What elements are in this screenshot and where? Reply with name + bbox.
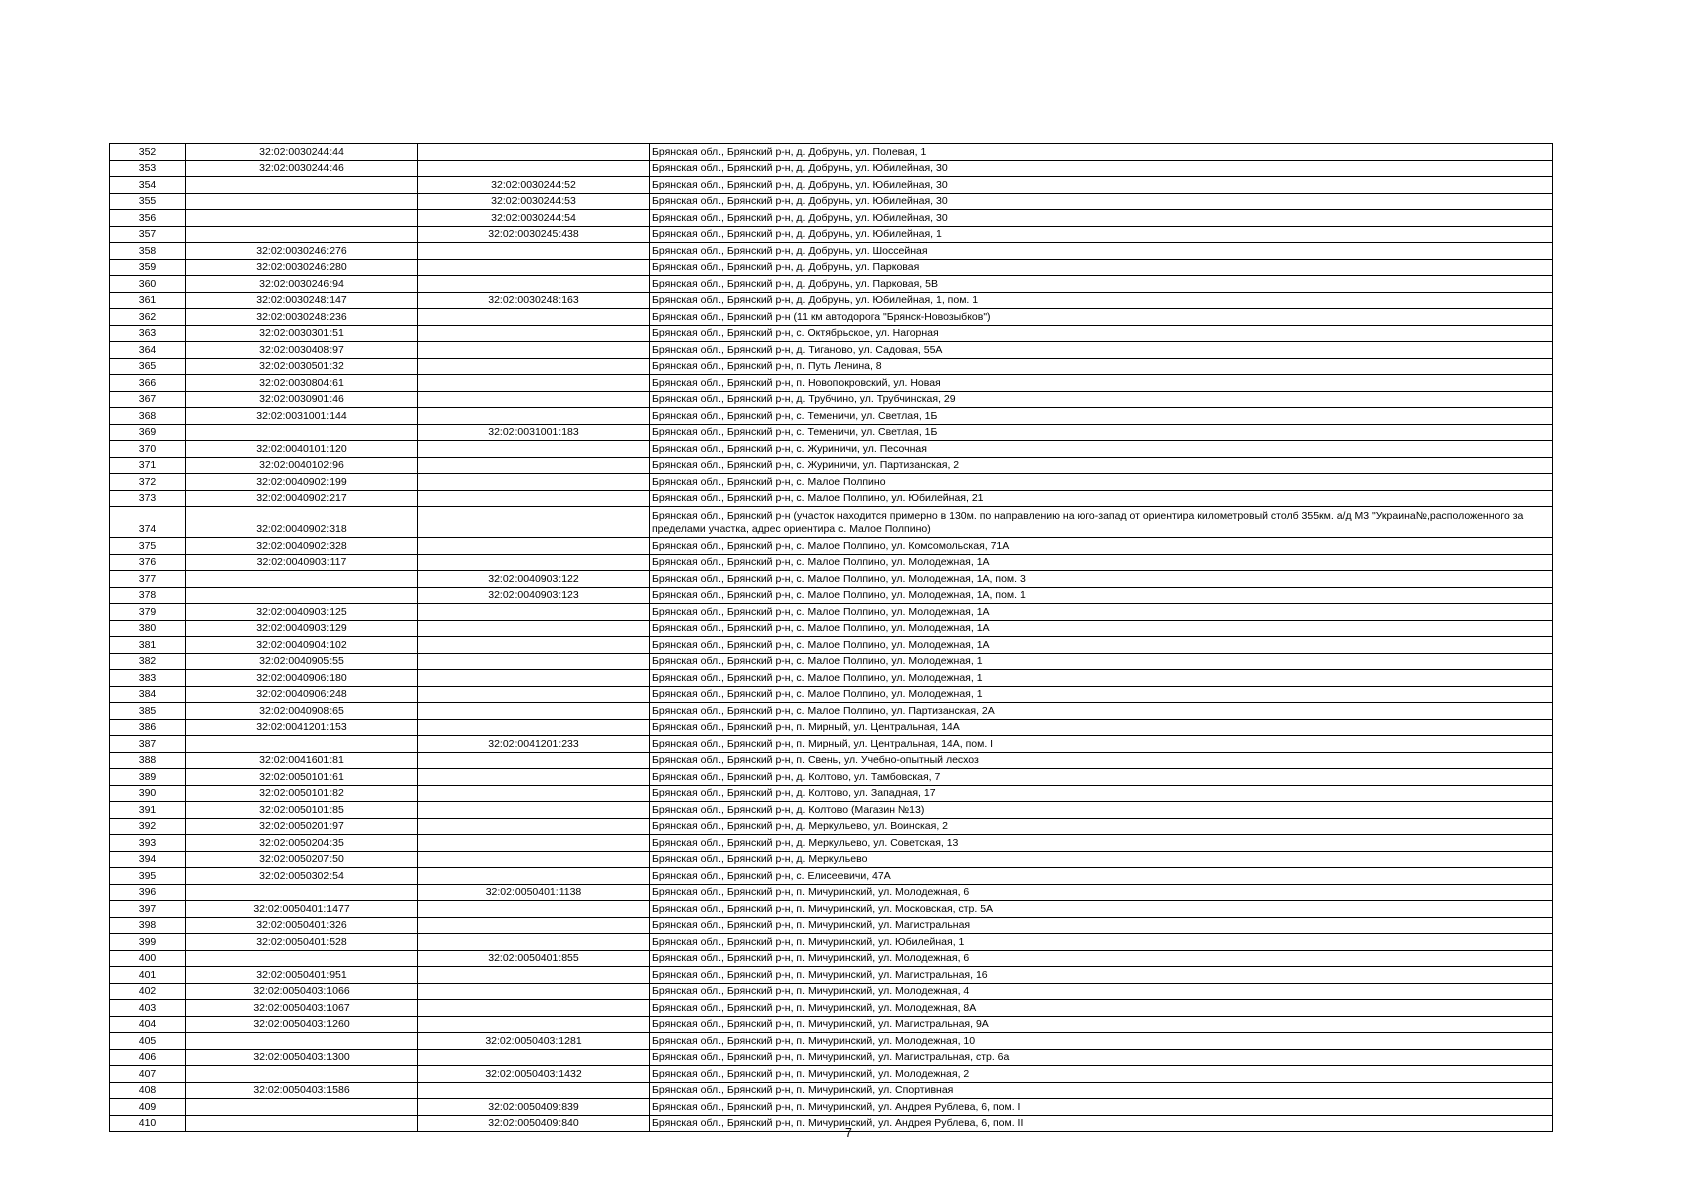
address-cell: Брянская обл., Брянский р-н, с. Малое Полпино, ул. Молодежная, 1А	[650, 604, 1553, 621]
row-number-cell: 362	[110, 309, 186, 326]
table-row	[110, 538, 1553, 555]
row-number-cell: 364	[110, 342, 186, 359]
table-row	[110, 653, 1553, 670]
row-number-cell: 408	[110, 1082, 186, 1099]
table-row	[110, 769, 1553, 786]
address-cell: Брянская обл., Брянский р-н, п. Мичуринский, ул. Магистральная, стр. 6а	[650, 1049, 1553, 1066]
row-number-cell: 391	[110, 802, 186, 819]
address-cell: Брянская обл., Брянский р-н, с. Малое Полпино, ул. Молодежная, 1А	[650, 554, 1553, 571]
table-row	[110, 703, 1553, 720]
row-number-cell: 375	[110, 538, 186, 555]
row-number-cell: 404	[110, 1016, 186, 1033]
row-number-cell: 392	[110, 818, 186, 835]
address-cell: Брянская обл., Брянский р-н, п. Свень, ул. Учебно-опытный лесхоз	[650, 752, 1553, 769]
cadastral-number-cell: 32:02:0040906:248	[186, 686, 418, 703]
cadastral-number-cell	[418, 703, 650, 720]
cadastral-number-cell	[418, 144, 650, 161]
row-number-cell: 396	[110, 884, 186, 901]
table-row	[110, 554, 1553, 571]
cadastral-number-cell	[186, 210, 418, 227]
address-cell: Брянская обл., Брянский р-н (11 км автодорога "Брянск-Новозыбков")	[650, 309, 1553, 326]
row-number-cell: 400	[110, 950, 186, 967]
row-number-cell: 368	[110, 408, 186, 425]
address-cell: Брянская обл., Брянский р-н, п. Новопокровский, ул. Новая	[650, 375, 1553, 392]
cadastral-number-cell: 32:02:0041201:233	[418, 736, 650, 753]
row-number-cell: 378	[110, 587, 186, 604]
cadastral-number-cell	[418, 752, 650, 769]
table-row	[110, 884, 1553, 901]
cadastral-number-cell: 32:02:0030501:32	[186, 358, 418, 375]
address-cell: Брянская обл., Брянский р-н, с. Малое Полпино, ул. Молодежная, 1	[650, 670, 1553, 687]
cadastral-number-cell	[186, 571, 418, 588]
cadastral-number-cell	[418, 670, 650, 687]
cadastral-number-cell	[186, 587, 418, 604]
row-number-cell: 399	[110, 934, 186, 951]
table-row	[110, 358, 1553, 375]
cadastral-number-cell	[418, 802, 650, 819]
address-cell: Брянская обл., Брянский р-н, п. Мирный, ул. Центральная, 14А	[650, 719, 1553, 736]
address-cell: Брянская обл., Брянский р-н, с. Елисеевичи, 47А	[650, 868, 1553, 885]
cadastral-number-cell: 32:02:0040903:129	[186, 620, 418, 637]
cadastral-number-cell	[186, 177, 418, 194]
row-number-cell: 401	[110, 967, 186, 984]
row-number-cell: 374	[110, 507, 186, 538]
cadastral-number-cell: 32:02:0050403:1260	[186, 1016, 418, 1033]
address-cell: Брянская обл., Брянский р-н, д. Колтово, ул. Западная, 17	[650, 785, 1553, 802]
address-cell: Брянская обл., Брянский р-н, с. Малое Полпино, ул. Партизанская, 2А	[650, 703, 1553, 720]
cadastral-number-cell	[418, 538, 650, 555]
address-cell: Брянская обл., Брянский р-н, с. Малое Полпино, ул. Молодежная, 1А	[650, 620, 1553, 637]
row-number-cell: 354	[110, 177, 186, 194]
cadastral-number-cell: 32:02:0050401:855	[418, 950, 650, 967]
row-number-cell: 409	[110, 1099, 186, 1116]
cadastral-number-cell	[418, 243, 650, 260]
row-number-cell: 352	[110, 144, 186, 161]
row-number-cell: 387	[110, 736, 186, 753]
cadastral-number-cell: 32:02:0040902:199	[186, 474, 418, 491]
table-row	[110, 736, 1553, 753]
table-row	[110, 587, 1553, 604]
table-row	[110, 620, 1553, 637]
address-cell: Брянская обл., Брянский р-н, с. Малое Полпино, ул. Молодежная, 1А, пом. 1	[650, 587, 1553, 604]
table-row	[110, 950, 1553, 967]
row-number-cell: 369	[110, 424, 186, 441]
cadastral-number-cell	[418, 934, 650, 951]
cadastral-number-cell	[418, 983, 650, 1000]
row-number-cell: 356	[110, 210, 186, 227]
table-row	[110, 917, 1553, 934]
cadastral-number-cell: 32:02:0050409:839	[418, 1099, 650, 1116]
table-row	[110, 276, 1553, 293]
page-number: 7	[845, 1126, 852, 1140]
cadastral-number-cell	[418, 160, 650, 177]
address-cell: Брянская обл., Брянский р-н, п. Мичуринский, ул. Молодежная, 6	[650, 884, 1553, 901]
address-cell: Брянская обл., Брянский р-н, с. Октябрьское, ул. Нагорная	[650, 325, 1553, 342]
cadastral-number-cell	[418, 620, 650, 637]
cadastral-number-cell: 32:02:0040902:328	[186, 538, 418, 555]
table-row	[110, 571, 1553, 588]
address-cell: Брянская обл., Брянский р-н, д. Добрунь, ул. Шоссейная	[650, 243, 1553, 260]
address-cell: Брянская обл., Брянский р-н, п. Мичуринский, ул. Московская, стр. 5А	[650, 901, 1553, 918]
table-row	[110, 424, 1553, 441]
table-row	[110, 1099, 1553, 1116]
cadastral-number-cell: 32:02:0030248:236	[186, 309, 418, 326]
address-cell: Брянская обл., Брянский р-н, д. Добрунь, ул. Юбилейная, 30	[650, 210, 1553, 227]
cadastral-number-cell	[418, 309, 650, 326]
row-number-cell: 372	[110, 474, 186, 491]
table-row	[110, 259, 1553, 276]
address-cell: Брянская обл., Брянский р-н, п. Мичуринский, ул. Молодежная, 4	[650, 983, 1553, 1000]
cadastral-number-cell: 32:02:0030248:163	[418, 292, 650, 309]
cadastral-number-cell: 32:02:0050409:840	[418, 1115, 650, 1132]
table-row	[110, 193, 1553, 210]
row-number-cell: 395	[110, 868, 186, 885]
row-number-cell: 393	[110, 835, 186, 852]
address-cell: Брянская обл., Брянский р-н, с. Журиничи, ул. Песочная	[650, 441, 1553, 458]
row-number-cell: 367	[110, 391, 186, 408]
row-number-cell: 363	[110, 325, 186, 342]
cadastral-number-cell: 32:02:0050403:1066	[186, 983, 418, 1000]
row-number-cell: 383	[110, 670, 186, 687]
cadastral-number-cell	[418, 835, 650, 852]
cadastral-number-cell	[418, 901, 650, 918]
address-cell: Брянская обл., Брянский р-н, с. Теменичи, ул. Светлая, 1Б	[650, 424, 1553, 441]
address-cell: Брянская обл., Брянский р-н, д. Трубчино, ул. Трубчинская, 29	[650, 391, 1553, 408]
address-cell: Брянская обл., Брянский р-н, с. Малое Полпино, ул. Комсомольская, 71А	[650, 538, 1553, 555]
cadastral-number-cell	[186, 1099, 418, 1116]
cadastral-number-cell	[418, 375, 650, 392]
address-cell: Брянская обл., Брянский р-н, с. Малое Полпино, ул. Юбилейная, 21	[650, 490, 1553, 507]
row-number-cell: 381	[110, 637, 186, 654]
row-number-cell: 359	[110, 259, 186, 276]
address-cell: Брянская обл., Брянский р-н, д. Колтово, ул. Тамбовская, 7	[650, 769, 1553, 786]
cadastral-number-cell	[418, 259, 650, 276]
cadastral-number-cell: 32:02:0030246:94	[186, 276, 418, 293]
cadastral-number-cell: 32:02:0031001:183	[418, 424, 650, 441]
cadastral-number-cell	[418, 441, 650, 458]
cadastral-number-cell: 32:02:0040903:117	[186, 554, 418, 571]
cadastral-number-cell	[418, 637, 650, 654]
table-row	[110, 983, 1553, 1000]
address-cell: Брянская обл., Брянский р-н, п. Мирный, ул. Центральная, 14А, пом. I	[650, 736, 1553, 753]
row-number-cell: 365	[110, 358, 186, 375]
cadastral-number-cell	[418, 851, 650, 868]
row-number-cell: 406	[110, 1049, 186, 1066]
cadastral-number-cell: 32:02:0040908:65	[186, 703, 418, 720]
cadastral-number-cell	[418, 917, 650, 934]
table-row	[110, 1082, 1553, 1099]
row-number-cell: 410	[110, 1115, 186, 1132]
cadastral-number-cell	[186, 1033, 418, 1050]
table-row	[110, 752, 1553, 769]
cadastral-number-cell: 32:02:0040101:120	[186, 441, 418, 458]
cadastral-number-cell	[418, 408, 650, 425]
cadastral-number-cell: 32:02:0050403:1432	[418, 1066, 650, 1083]
cadastral-number-cell	[186, 424, 418, 441]
cadastral-number-cell: 32:02:0050401:326	[186, 917, 418, 934]
cadastral-number-cell	[418, 769, 650, 786]
cadastral-number-cell: 32:02:0030901:46	[186, 391, 418, 408]
row-number-cell: 397	[110, 901, 186, 918]
address-cell: Брянская обл., Брянский р-н, с. Малое Полпино, ул. Молодежная, 1А, пом. 3	[650, 571, 1553, 588]
table-row	[110, 210, 1553, 227]
cadastral-number-cell: 32:02:0050302:54	[186, 868, 418, 885]
table-row	[110, 835, 1553, 852]
table-row	[110, 342, 1553, 359]
cadastral-number-cell	[418, 686, 650, 703]
cadastral-number-cell: 32:02:0030408:97	[186, 342, 418, 359]
table-row	[110, 391, 1553, 408]
address-cell: Брянская обл., Брянский р-н, д. Добрунь, ул. Парковая, 5В	[650, 276, 1553, 293]
table-row	[110, 408, 1553, 425]
cadastral-number-cell	[418, 868, 650, 885]
table-row	[110, 243, 1553, 260]
table-row	[110, 1049, 1553, 1066]
cadastral-number-cell: 32:02:0040905:55	[186, 653, 418, 670]
cadastral-number-cell: 32:02:0030244:52	[418, 177, 650, 194]
row-number-cell: 380	[110, 620, 186, 637]
cadastral-number-cell: 32:02:0040906:180	[186, 670, 418, 687]
address-cell: Брянская обл., Брянский р-н, с. Малое Полпино	[650, 474, 1553, 491]
cadastral-number-cell	[418, 507, 650, 538]
cadastral-number-cell: 32:02:0031001:144	[186, 408, 418, 425]
row-number-cell: 360	[110, 276, 186, 293]
address-cell: Брянская обл., Брянский р-н, с. Журиничи, ул. Партизанская, 2	[650, 457, 1553, 474]
cadastral-number-cell: 32:02:0050207:50	[186, 851, 418, 868]
cadastral-number-cell	[418, 276, 650, 293]
row-number-cell: 376	[110, 554, 186, 571]
table-row	[110, 1066, 1553, 1083]
cadastral-number-cell: 32:02:0050401:528	[186, 934, 418, 951]
cadastral-number-cell	[418, 1000, 650, 1017]
address-cell: Брянская обл., Брянский р-н, д. Добрунь, ул. Парковая	[650, 259, 1553, 276]
cadastral-number-cell: 32:02:0030244:54	[418, 210, 650, 227]
row-number-cell: 382	[110, 653, 186, 670]
address-cell: Брянская обл., Брянский р-н, п. Путь Ленина, 8	[650, 358, 1553, 375]
row-number-cell: 389	[110, 769, 186, 786]
table-row	[110, 226, 1553, 243]
cadastral-number-cell: 32:02:0030246:276	[186, 243, 418, 260]
property-table	[109, 143, 1553, 1132]
cadastral-number-cell: 32:02:0050403:1281	[418, 1033, 650, 1050]
address-cell: Брянская обл., Брянский р-н, п. Мичуринский, ул. Юбилейная, 1	[650, 934, 1553, 951]
cadastral-number-cell: 32:02:0050403:1067	[186, 1000, 418, 1017]
row-number-cell: 353	[110, 160, 186, 177]
cadastral-number-cell	[186, 736, 418, 753]
row-number-cell: 357	[110, 226, 186, 243]
table-row	[110, 967, 1553, 984]
cadastral-number-cell	[418, 474, 650, 491]
cadastral-number-cell: 32:02:0050101:82	[186, 785, 418, 802]
cadastral-number-cell: 32:02:0050201:97	[186, 818, 418, 835]
table-row	[110, 144, 1553, 161]
cadastral-number-cell: 32:02:0030248:147	[186, 292, 418, 309]
cadastral-number-cell	[418, 653, 650, 670]
cadastral-number-cell: 32:02:0050403:1586	[186, 1082, 418, 1099]
table-row	[110, 375, 1553, 392]
address-cell: Брянская обл., Брянский р-н, д. Добрунь, ул. Юбилейная, 30	[650, 160, 1553, 177]
cadastral-number-cell: 32:02:0050401:1477	[186, 901, 418, 918]
table-row	[110, 934, 1553, 951]
address-cell: Брянская обл., Брянский р-н, п. Мичуринский, ул. Молодежная, 6	[650, 950, 1553, 967]
table-row	[110, 309, 1553, 326]
table-row	[110, 1033, 1553, 1050]
row-number-cell: 355	[110, 193, 186, 210]
table-row	[110, 441, 1553, 458]
address-cell: Брянская обл., Брянский р-н, п. Мичуринский, ул. Молодежная, 2	[650, 1066, 1553, 1083]
table-row	[110, 177, 1553, 194]
cadastral-number-cell: 32:02:0030245:438	[418, 226, 650, 243]
address-cell: Брянская обл., Брянский р-н, п. Мичуринский, ул. Молодежная, 8А	[650, 1000, 1553, 1017]
address-cell: Брянская обл., Брянский р-н, п. Мичуринский, ул. Андрея Рублева, 6, пом. I	[650, 1099, 1553, 1116]
table-row	[110, 868, 1553, 885]
row-number-cell: 402	[110, 983, 186, 1000]
cadastral-number-cell: 32:02:0050401:951	[186, 967, 418, 984]
address-cell: Брянская обл., Брянский р-н, с. Теменичи, ул. Светлая, 1Б	[650, 408, 1553, 425]
cadastral-number-cell	[186, 950, 418, 967]
address-cell: Брянская обл., Брянский р-н, п. Мичуринский, ул. Магистральная	[650, 917, 1553, 934]
cadastral-number-cell	[418, 604, 650, 621]
address-cell: Брянская обл., Брянский р-н, д. Добрунь, ул. Юбилейная, 30	[650, 177, 1553, 194]
cadastral-number-cell: 32:02:0050101:85	[186, 802, 418, 819]
cadastral-number-cell: 32:02:0050204:35	[186, 835, 418, 852]
address-cell: Брянская обл., Брянский р-н, с. Малое Полпино, ул. Молодежная, 1А	[650, 637, 1553, 654]
cadastral-number-cell	[418, 785, 650, 802]
row-number-cell: 361	[110, 292, 186, 309]
cadastral-number-cell: 32:02:0040903:125	[186, 604, 418, 621]
table-row	[110, 604, 1553, 621]
table-row	[110, 457, 1553, 474]
cadastral-number-cell	[186, 193, 418, 210]
row-number-cell: 371	[110, 457, 186, 474]
cadastral-number-cell	[418, 1049, 650, 1066]
address-cell: Брянская обл., Брянский р-н, п. Мичуринский, ул. Магистральная, 9А	[650, 1016, 1553, 1033]
cadastral-number-cell: 32:02:0041201:153	[186, 719, 418, 736]
address-cell: Брянская обл., Брянский р-н, д. Меркульево	[650, 851, 1553, 868]
cadastral-number-cell	[418, 342, 650, 359]
table-row	[110, 802, 1553, 819]
table-row	[110, 670, 1553, 687]
row-number-cell: 358	[110, 243, 186, 260]
cadastral-number-cell	[186, 1066, 418, 1083]
row-number-cell: 386	[110, 719, 186, 736]
address-cell: Брянская обл., Брянский р-н (участок находится примерно в 130м. по направлению на юго-запад от ориентира километровый столб 355км. а/д М3 "Украина№,расположенного за пределами участка, адрес ориентира с. Малое Полпино)	[650, 507, 1553, 538]
address-cell: Брянская обл., Брянский р-н, с. Малое Полпино, ул. Молодежная, 1	[650, 653, 1553, 670]
row-number-cell: 405	[110, 1033, 186, 1050]
cadastral-number-cell	[418, 358, 650, 375]
cadastral-number-cell	[418, 1016, 650, 1033]
row-number-cell: 407	[110, 1066, 186, 1083]
table-row	[110, 637, 1553, 654]
cadastral-number-cell: 32:02:0040102:96	[186, 457, 418, 474]
address-cell: Брянская обл., Брянский р-н, д. Меркульево, ул. Воинская, 2	[650, 818, 1553, 835]
table-row	[110, 325, 1553, 342]
row-number-cell: 366	[110, 375, 186, 392]
property-table-body	[110, 144, 1553, 1132]
cadastral-number-cell: 32:02:0041601:81	[186, 752, 418, 769]
table-row	[110, 818, 1553, 835]
table-row	[110, 490, 1553, 507]
address-cell: Брянская обл., Брянский р-н, с. Малое Полпино, ул. Молодежная, 1	[650, 686, 1553, 703]
table-row	[110, 160, 1553, 177]
cadastral-number-cell	[418, 457, 650, 474]
cadastral-number-cell	[418, 490, 650, 507]
row-number-cell: 373	[110, 490, 186, 507]
cadastral-number-cell: 32:02:0040903:123	[418, 587, 650, 604]
table-row	[110, 474, 1553, 491]
address-cell: Брянская обл., Брянский р-н, д. Добрунь, ул. Полевая, 1	[650, 144, 1553, 161]
address-cell: Брянская обл., Брянский р-н, д. Добрунь, ул. Юбилейная, 30	[650, 193, 1553, 210]
address-cell: Брянская обл., Брянский р-н, п. Мичуринский, ул. Спортивная	[650, 1082, 1553, 1099]
cadastral-number-cell: 32:02:0040902:217	[186, 490, 418, 507]
address-cell: Брянская обл., Брянский р-н, п. Мичуринский, ул. Андрея Рублева, 6, пом. II	[650, 1115, 1553, 1132]
table-row	[110, 785, 1553, 802]
address-cell: Брянская обл., Брянский р-н, д. Добрунь, ул. Юбилейная, 1, пом. 1	[650, 292, 1553, 309]
address-cell: Брянская обл., Брянский р-н, д. Колтово (Магазин №13)	[650, 802, 1553, 819]
row-number-cell: 390	[110, 785, 186, 802]
cadastral-number-cell	[186, 884, 418, 901]
cadastral-number-cell	[418, 325, 650, 342]
cadastral-number-cell: 32:02:0030244:46	[186, 160, 418, 177]
address-cell: Брянская обл., Брянский р-н, д. Добрунь, ул. Юбилейная, 1	[650, 226, 1553, 243]
cadastral-number-cell: 32:02:0040902:318	[186, 507, 418, 538]
table-row	[110, 901, 1553, 918]
row-number-cell: 384	[110, 686, 186, 703]
cadastral-number-cell	[418, 554, 650, 571]
table-row	[110, 686, 1553, 703]
cadastral-number-cell: 32:02:0040904:102	[186, 637, 418, 654]
cadastral-number-cell: 32:02:0030246:280	[186, 259, 418, 276]
row-number-cell: 398	[110, 917, 186, 934]
cadastral-number-cell: 32:02:0050403:1300	[186, 1049, 418, 1066]
row-number-cell: 388	[110, 752, 186, 769]
cadastral-number-cell: 32:02:0030244:44	[186, 144, 418, 161]
cadastral-number-cell: 32:02:0030244:53	[418, 193, 650, 210]
cadastral-number-cell	[418, 1082, 650, 1099]
table-row	[110, 507, 1553, 538]
row-number-cell: 394	[110, 851, 186, 868]
table-row	[110, 719, 1553, 736]
table-row	[110, 851, 1553, 868]
row-number-cell: 403	[110, 1000, 186, 1017]
row-number-cell: 370	[110, 441, 186, 458]
row-number-cell: 385	[110, 703, 186, 720]
cadastral-number-cell	[418, 967, 650, 984]
cadastral-number-cell	[418, 391, 650, 408]
cadastral-number-cell	[186, 226, 418, 243]
row-number-cell: 379	[110, 604, 186, 621]
row-number-cell: 377	[110, 571, 186, 588]
table-row	[110, 292, 1553, 309]
address-cell: Брянская обл., Брянский р-н, п. Мичуринский, ул. Молодежная, 10	[650, 1033, 1553, 1050]
cadastral-number-cell: 32:02:0030804:61	[186, 375, 418, 392]
cadastral-number-cell: 32:02:0050401:1138	[418, 884, 650, 901]
table-row	[110, 1016, 1553, 1033]
cadastral-number-cell	[418, 818, 650, 835]
cadastral-number-cell	[418, 719, 650, 736]
cadastral-number-cell: 32:02:0050101:61	[186, 769, 418, 786]
address-cell: Брянская обл., Брянский р-н, д. Тиганово, ул. Садовая, 55А	[650, 342, 1553, 359]
address-cell: Брянская обл., Брянский р-н, д. Меркульево, ул. Советская, 13	[650, 835, 1553, 852]
table-row	[110, 1000, 1553, 1017]
cadastral-number-cell: 32:02:0030301:51	[186, 325, 418, 342]
cadastral-number-cell: 32:02:0040903:122	[418, 571, 650, 588]
address-cell: Брянская обл., Брянский р-н, п. Мичуринский, ул. Магистральная, 16	[650, 967, 1553, 984]
